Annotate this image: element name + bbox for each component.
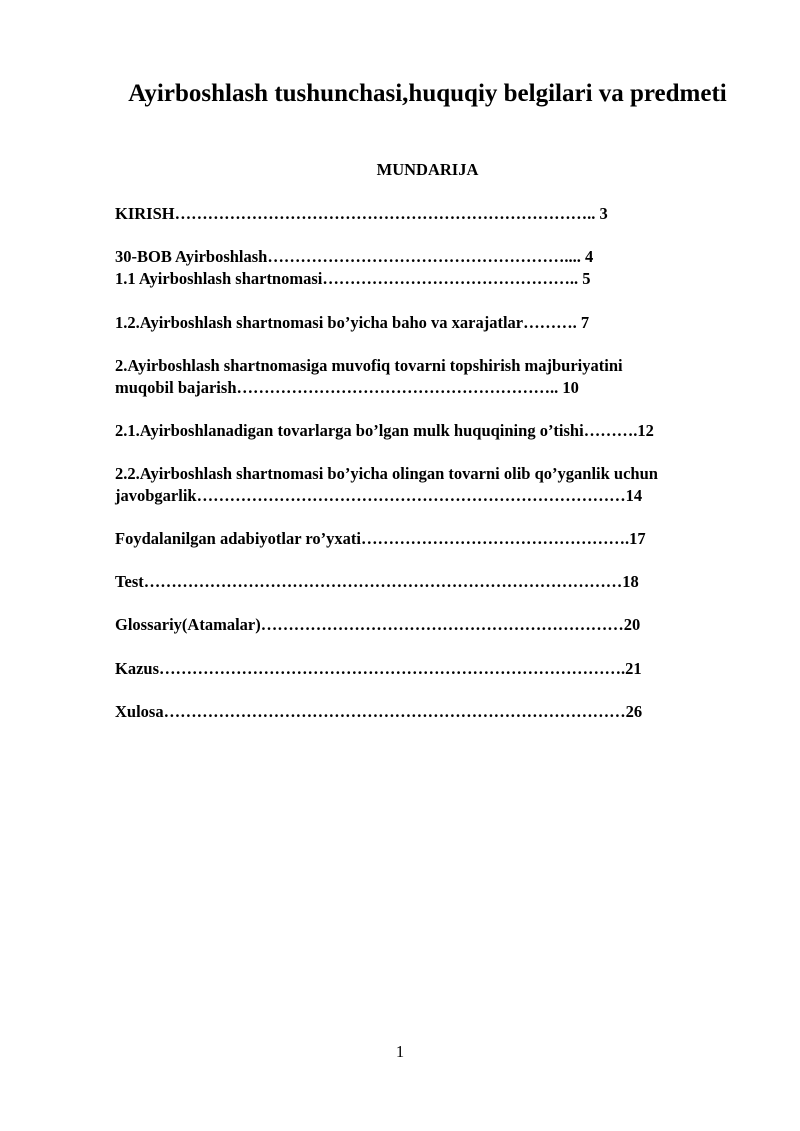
toc-entry-30-bob: 30-BOB Ayirboshlash……………………………………………….... 4 xyxy=(115,247,594,266)
toc-entry-2-2-line1: 2.2.Ayirboshlash shartnomasi bo’yicha olingan tovarni olib qo’yganlik uchun xyxy=(115,464,658,483)
toc-entry-kazus: Kazus………………………………………………………………………….21 xyxy=(115,659,642,678)
toc-entry-adabiyotlar: Foydalanilgan adabiyotlar ro’yxati………………………………………….17 xyxy=(115,529,646,548)
toc-entry-test: Test……………………………………………………………………………18 xyxy=(115,572,639,591)
page-number: 1 xyxy=(395,1042,405,1061)
toc-entry-kirish: KIRISH………………………………………………………………….. 3 xyxy=(115,204,608,223)
toc-entry-2-2-line2: javobgarlik……………………………………………………………………14 xyxy=(115,486,643,505)
page-title: Ayirboshlash tushunchasi,huquqiy belgilari va predmeti xyxy=(128,80,727,107)
toc-entry-1-1: 1.1 Ayirboshlash shartnomasi……………………………………….. 5 xyxy=(115,269,591,288)
toc-entry-2-line1: 2.Ayirboshlash shartnomasiga muvofiq tovarni topshirish majburiyatini xyxy=(115,356,623,375)
toc-heading: MUNDARIJA xyxy=(376,160,479,179)
toc-entry-1-2: 1.2.Ayirboshlash shartnomasi bo’yicha baho va xarajatlar………. 7 xyxy=(115,313,590,332)
toc-entry-glossariy: Glossariy(Atamalar)…………………………………………………………20 xyxy=(115,615,641,634)
toc-entry-xulosa: Xulosa…………………………………………………………………………26 xyxy=(115,702,643,721)
toc-entry-2-line2: muqobil bajarish………………………………………………….. 10 xyxy=(115,378,579,397)
toc-entry-2-1: 2.1.Ayirboshlanadigan tovarlarga bo’lgan mulk huquqining o’tishi……….12 xyxy=(115,421,654,440)
